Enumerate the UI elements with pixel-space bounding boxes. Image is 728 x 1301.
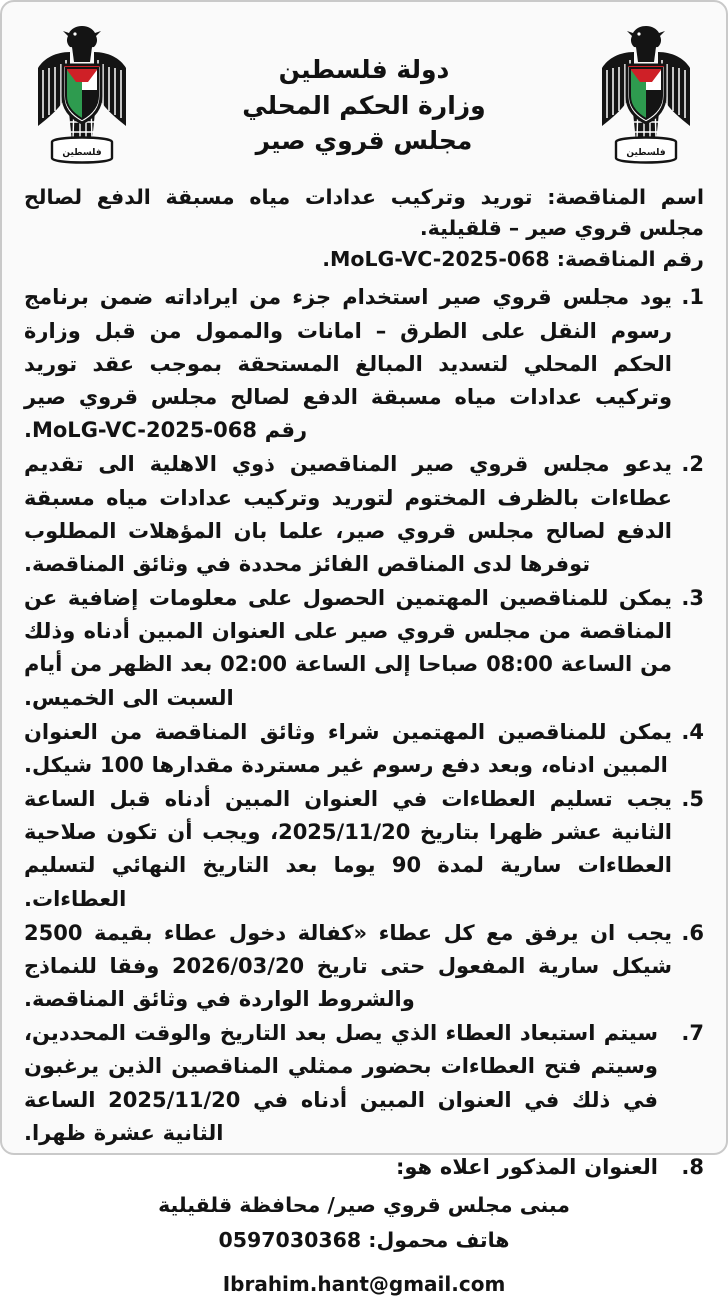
- clause-item: [24, 716, 704, 782]
- tender-name-line: اسم المناقصة: توريد وتركيب عدادات مياه مسبقة الدفع لصالح مجلس قروي صير – قلقيلية.: [24, 185, 704, 241]
- clause-number: 7.: [681, 1021, 704, 1046]
- clause-text: يود مجلس قروي صير استخدام جزء من ايراداته ضمن برنامج رسوم النقل على الطرق – امانات والممول من قبل وزارة الحكم المحلي لتسديد المبالغ المستحقة بموجب عقد توريد وتركيب عدادات مياه مسبقة الدفع لصالح مجلس قروي صير رقم MoLG-VC-2025-068.: [24, 285, 672, 443]
- clause-list: [24, 281, 704, 1184]
- contact-address: مبنى مجلس قروي صير/ محافظة قلقيلية: [158, 1193, 570, 1218]
- contact-phone: هاتف محمول: 0597030368: [218, 1228, 510, 1253]
- clause-number: 1.: [681, 285, 704, 310]
- clause-number: 6.: [681, 920, 704, 945]
- contact-block: [24, 1188, 704, 1301]
- clause-item: [24, 582, 704, 715]
- clause-number: 4.: [681, 719, 704, 744]
- clause-item: [24, 917, 704, 1017]
- clause-text: يجب ان يرفق مع كل عطاء «كفالة دخول عطاء بقيمة 2500 شيكل سارية المفعول حتى تاريخ 2026/03/20 وفقا للنماذج والشروط الواردة في وثائق المناقصة.: [24, 920, 672, 1012]
- tender-number-line: [24, 244, 704, 275]
- clause-item: [24, 1017, 704, 1150]
- clause-item: [24, 1151, 704, 1184]
- clause-text: يمكن للمناقصين المهتمين الحصول على معلومات إضافية عن المناقصة من مجلس قروي صير على العنوان المبين أدناه وذلك من الساعة 08:00 صباحا إلى الساعة 02:00 بعد الظهر من أيام السبت الى الخميس.: [24, 586, 673, 710]
- clause-text: العنوان المذكور اعلاه هو:: [395, 1154, 658, 1179]
- clause-number: 3.: [681, 586, 704, 611]
- ministry-title: وزارة الحكم المحلي: [242, 90, 486, 120]
- clause-text: يدعو مجلس قروي صير المناقصين ذوي الاهلية الى تقديم عطاءات بالظرف المختوم لتوريد وتركيب عدادات مياه مسبقة الدفع لصالح مجلس قروي صير، علما بان المؤهلات المطلوب توفرها لدى المناقص الفائز محددة في وثائق المناقصة.: [24, 452, 672, 576]
- document-header: [24, 14, 704, 182]
- clause-text: سيتم استبعاد العطاء الذي يصل بعد التاريخ والوقت المحددين، وسيتم فتح العطاءات بحضور ممثلي المناقصين الذين يرغبون في ذلك في العنوان المبين أدناه في 2025/11/20 الساعة الثانية عشرة ظهرا.: [24, 1021, 658, 1145]
- contact-email: Ibrahim.hant@gmail.com: [222, 1271, 506, 1296]
- state-title: دولة فلسطين: [278, 55, 450, 84]
- tender-number-text: رقم المناقصة: MoLG-VC-2025-068.: [322, 247, 704, 272]
- clause-text: يجب تسليم العطاءات في العنوان المبين أدناه قبل الساعة الثانية عشر ظهرا بتاريخ 2025/11/20، ويجب أن تكون صلاحية العطاءات سارية لمدة 90 يوما بعد التاريخ النهائي لتسليم العطاءات.: [24, 787, 672, 911]
- clause-item: [24, 281, 704, 447]
- palestine-coat-of-arms-icon-right: [594, 18, 698, 176]
- clause-item: [24, 448, 704, 581]
- clause-item: [24, 783, 704, 916]
- svg-text:فلسطين: فلسطين: [626, 148, 666, 158]
- clause-text: يمكن للمناقصين المهتمين شراء وثائق المناقصة من العنوان المبين ادناه، وبعد دفع رسوم غير مستردة مقدارها 100 شيكل.: [24, 719, 672, 777]
- clause-number: 8.: [681, 1154, 704, 1179]
- council-title: مجلس قروي صير: [255, 126, 473, 155]
- clause-number: 2.: [681, 452, 704, 477]
- svg-text:فلسطين: فلسطين: [62, 148, 102, 158]
- clause-number: 5.: [681, 787, 704, 812]
